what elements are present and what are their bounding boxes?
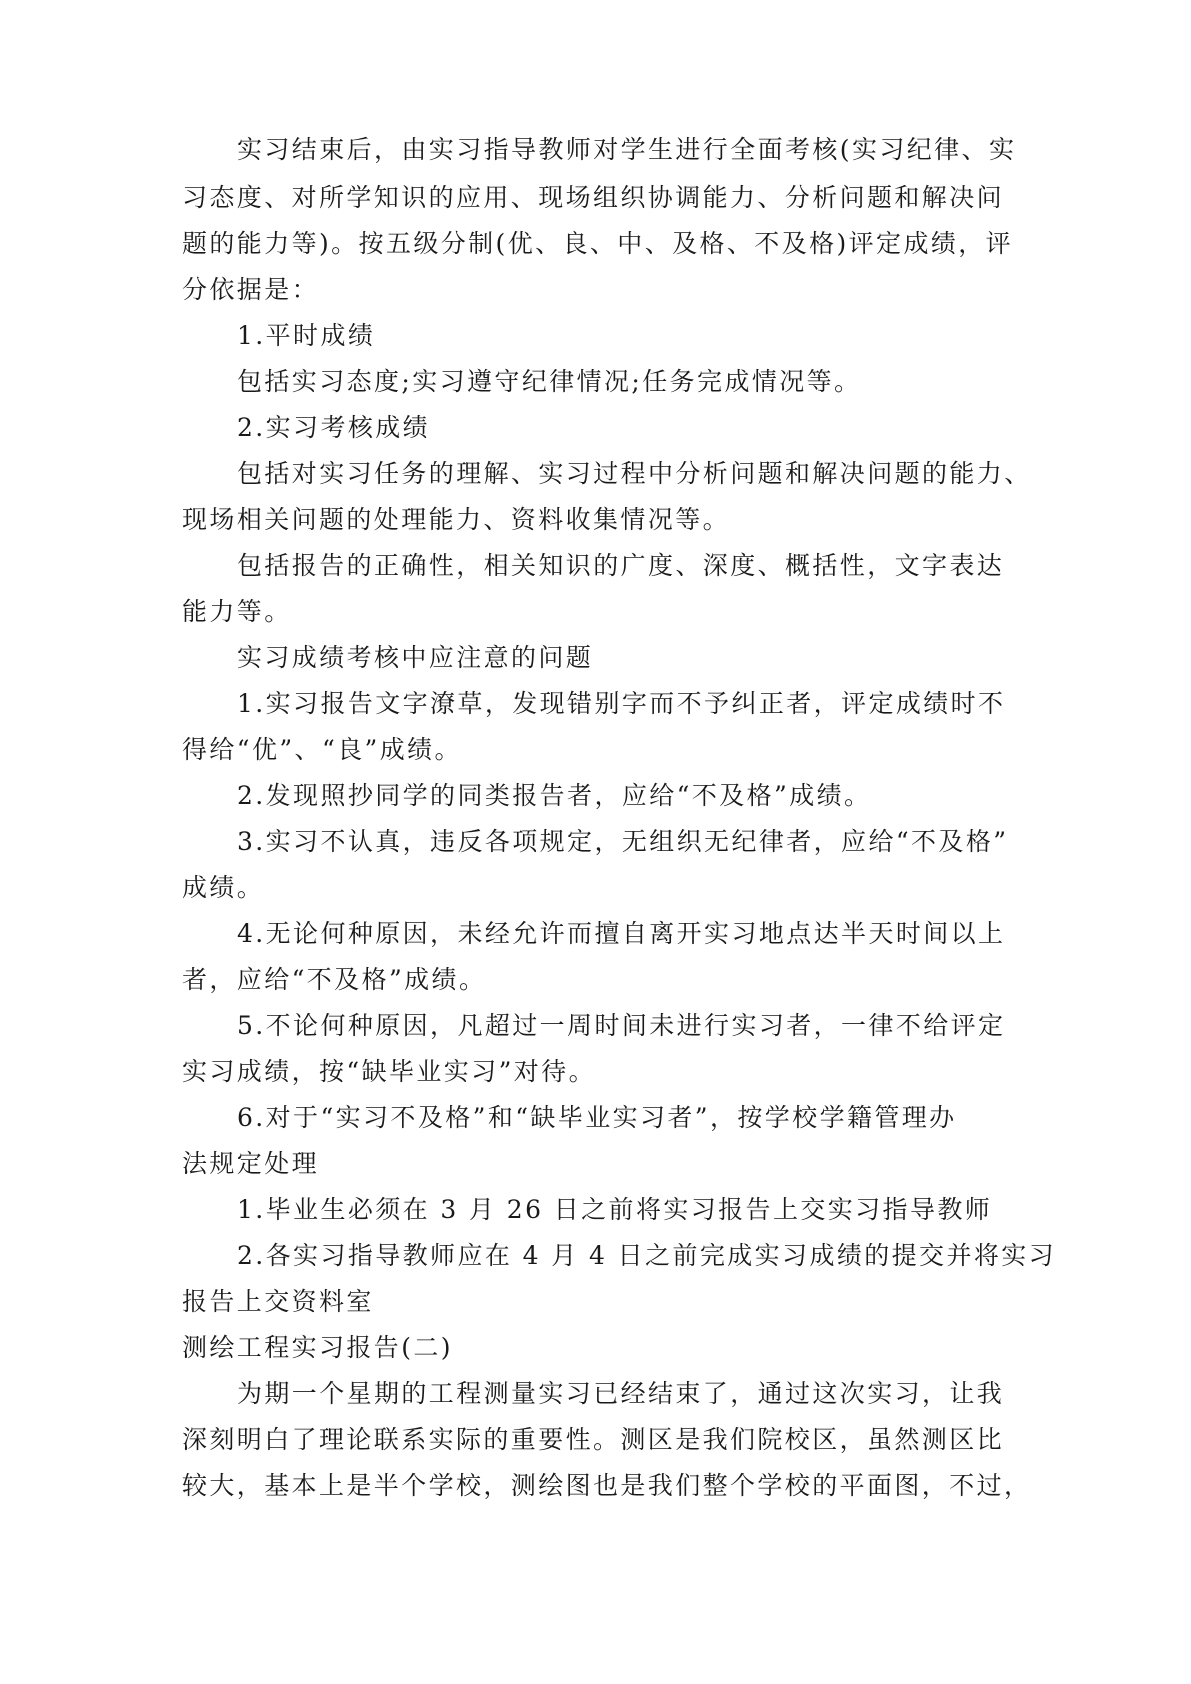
paragraph-line: 包括报告的正确性，相关知识的广度、深度、概括性，文字表达 xyxy=(237,551,1005,580)
list-item-continuation: 法规定处理 xyxy=(182,1149,320,1178)
list-item: 2.各实习指导教师应在 4 月 4 日之前完成实习成绩的提交并将实习 xyxy=(237,1241,1057,1270)
section-title: 测绘工程实习报告(二) xyxy=(182,1333,453,1362)
paragraph-line: 实习结束后，由实习指导教师对学生进行全面考核(实习纪律、实 xyxy=(237,135,1017,164)
list-item: 4.无论何种原因，未经允许而擅自离开实习地点达半天时间以上 xyxy=(237,919,1006,948)
paragraph-line: 包括对实习任务的理解、实习过程中分析问题和解决问题的能力、 xyxy=(237,459,1032,488)
paragraph-line: 为期一个星期的工程测量实习已经结束了，通过这次实习，让我 xyxy=(237,1379,1005,1408)
list-item-continuation: 报告上交资料室 xyxy=(182,1287,374,1316)
paragraph-line: 较大，基本上是半个学校，测绘图也是我们整个学校的平面图，不过， xyxy=(182,1471,1032,1500)
paragraph-line: 题的能力等)。按五级分制(优、良、中、及格、不及格)评定成绩，评 xyxy=(182,229,1014,258)
paragraph-line: 现场相关问题的处理能力、资料收集情况等。 xyxy=(182,505,731,534)
list-item: 5.不论何种原因，凡超过一周时间未进行实习者，一律不给评定 xyxy=(237,1011,1006,1040)
list-item-continuation: 成绩。 xyxy=(182,873,265,902)
list-item: 2.发现照抄同学的同类报告者，应给“不及格”成绩。 xyxy=(237,781,872,810)
list-item: 3.实习不认真，违反各项规定，无组织无纪律者，应给“不及格” xyxy=(237,827,1009,856)
paragraph-line: 深刻明白了理论联系实际的重要性。测区是我们院校区，虽然测区比 xyxy=(182,1425,1005,1454)
paragraph-line: 能力等。 xyxy=(182,597,292,626)
list-item: 6.对于“实习不及格”和“缺毕业实习者”，按学校学籍管理办 xyxy=(237,1103,957,1132)
paragraph-line: 包括实习态度;实习遵守纪律情况;任务完成情况等。 xyxy=(237,367,862,396)
list-heading: 2.实习考核成绩 xyxy=(237,413,431,442)
list-item-continuation: 实习成绩，按“缺毕业实习”对待。 xyxy=(182,1057,596,1086)
list-item-continuation: 者，应给“不及格”成绩。 xyxy=(182,965,487,994)
list-item-continuation: 得给“优”、“良”成绩。 xyxy=(182,735,462,764)
paragraph-line: 分依据是： xyxy=(182,275,320,304)
list-heading: 1.平时成绩 xyxy=(237,321,376,350)
list-item: 1.实习报告文字潦草，发现错别字而不予纠正者，评定成绩时不 xyxy=(237,689,1006,718)
list-item: 1.毕业生必须在 3 月 26 日之前将实习报告上交实习指导教师 xyxy=(237,1195,993,1224)
paragraph-line: 习态度、对所学知识的应用、现场组织协调能力、分析问题和解决问 xyxy=(182,183,1005,212)
section-heading: 实习成绩考核中应注意的问题 xyxy=(237,643,594,672)
